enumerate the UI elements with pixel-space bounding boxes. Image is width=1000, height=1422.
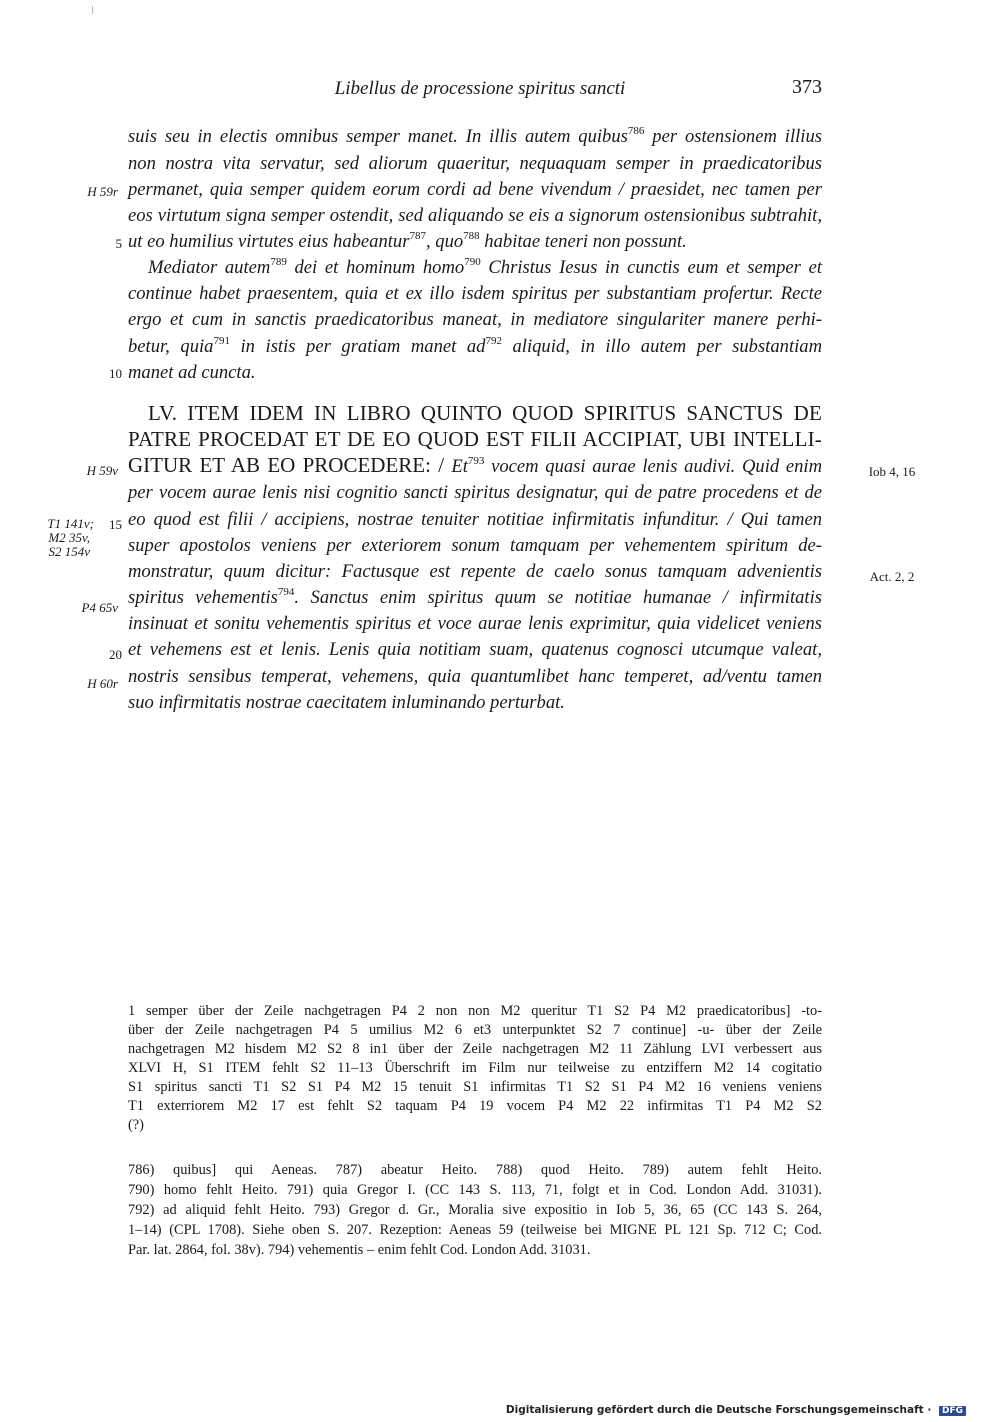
scan-mark bbox=[92, 6, 93, 14]
source-note-line: 790) homo fehlt Heito. 791) quia Gregor I. (CC 143 S. 113, 71, folgt et in Cod. London Add. 31031). bbox=[128, 1182, 822, 1198]
text-line bbox=[128, 281, 822, 307]
line-number: 5 bbox=[115, 236, 122, 251]
text-line bbox=[128, 585, 822, 613]
text-line bbox=[128, 480, 822, 506]
text-span: , quo bbox=[425, 231, 464, 252]
text-span: spiritus vehementis bbox=[128, 587, 278, 608]
text-line bbox=[128, 151, 822, 177]
text-span: Mediator autem bbox=[148, 257, 271, 278]
source-note-line: Par. lat. 2864, fol. 38v). 794) vehementis – enim fehlt Cod. London Add. 31031. bbox=[128, 1242, 591, 1258]
text-line bbox=[128, 400, 822, 426]
text-line bbox=[128, 611, 822, 637]
text-span: eos virtutum signa semper ostendit, sed aliquando se eis a signorum ostensionibus subtrahit, bbox=[128, 205, 822, 226]
apparatus-line: (?) bbox=[128, 1117, 144, 1133]
text-span: dei et hominum homo bbox=[286, 257, 465, 278]
text-span: Et bbox=[451, 456, 468, 477]
text-span: manet ad cuncta. bbox=[128, 362, 256, 383]
margin-siglum: M2 35v, bbox=[48, 530, 90, 545]
text-line bbox=[128, 255, 822, 283]
text-span: permanet, quia semper quidem eorum cordi ad bene vivendum / praesidet, nec tamen per bbox=[128, 179, 822, 200]
page-number: 373 bbox=[792, 76, 822, 98]
apparatus-line: S1 spiritus sancti T1 S2 S1 P4 M2 15 tenuit S1 infirmitas T1 S2 S1 P4 M2 16 veniens veniens bbox=[128, 1079, 822, 1095]
apparatus-line: 1 semper über der Zeile nachgetragen P4 2 non non M2 queritur T1 S2 P4 M2 praedicatoribus] -to- bbox=[128, 1003, 822, 1019]
footnote-ref: 794 bbox=[277, 586, 295, 598]
text-span: GITUR ET AB EO PROCEDERE: / bbox=[128, 453, 452, 477]
text-line bbox=[128, 507, 822, 533]
text-line bbox=[128, 203, 822, 229]
margin-siglum: S2 154v bbox=[48, 544, 90, 559]
footnote-ref: 793 bbox=[467, 455, 485, 467]
text-span: per vocem aurae lenis nisi cognitio sancti spiritus designatur, qui de patre procedens et de bbox=[128, 482, 822, 503]
margin-siglum: T1 141v; bbox=[47, 516, 94, 531]
text-span: insinuat et sonitu vehementis spiritus et voce aurae lenis exprimitur, quia videlicet veniens bbox=[128, 613, 822, 634]
dfg-logo: DFG bbox=[939, 1406, 966, 1416]
margin-siglum: H 59r bbox=[87, 184, 118, 199]
text-line bbox=[128, 307, 822, 333]
apparatus-line: nachgetragen M2 hisdem M2 S2 8 in1 über der Zeile nachgetragen M2 11 Zählung LVI verbessert aus bbox=[128, 1041, 822, 1057]
text-line bbox=[128, 559, 822, 585]
text-line bbox=[128, 426, 822, 452]
text-span: non nostra vita servatur, sed aliorum quaeritur, nequaquam semper in praedicatoribus bbox=[128, 153, 822, 174]
apparatus-line: über der Zeile nachgetragen P4 5 umilius M2 6 et3 unterpunktet S2 7 continue] -u- über der Zeile bbox=[128, 1022, 822, 1038]
credit-text: Digitalisierung gefördert durch die Deutsche Forschungsgemeinschaft bbox=[505, 1404, 924, 1416]
text-span: habitae teneri non possunt. bbox=[479, 231, 687, 252]
text-span: Christus Iesus in cunctis eum et semper et bbox=[480, 257, 822, 278]
text-span: vocem quasi aurae lenis audivi. Quid enim bbox=[484, 456, 822, 477]
text-line bbox=[128, 533, 822, 559]
text-span: ergo et cum in sanctis praedicatoribus maneat, in mediatore singulariter manere perhi- bbox=[128, 309, 822, 330]
text-line bbox=[128, 177, 822, 203]
text-span: eo quod est filii / accipiens, nostrae tenuiter notitiae infirmitatis infunditur. / Qui tamen bbox=[128, 509, 822, 530]
footnote-ref: 788 bbox=[463, 230, 480, 242]
source-note-line: 1–14) (CPL 1708). Siehe oben S. 207. Rezeption: Aeneas 59 (teilweise bei MIGNE PL 121 Sp. 712 C; Cod. bbox=[128, 1222, 822, 1238]
apparatus-line: T1 exterriorem M2 17 est fehlt S2 taquam P4 19 vocem P4 M2 22 infirmitas T1 P4 M2 S2 bbox=[128, 1098, 822, 1114]
critical-apparatus bbox=[128, 1002, 822, 1135]
text-span: et vehemens est et lenis. Lenis quia notitiam suam, quatenus cognosci utcumque valeat, bbox=[128, 639, 822, 660]
text-span: aliquid, in illo autem per substantiam bbox=[501, 336, 823, 357]
source-note-line: 792) ad aliquid fehlt Heito. 793) Gregor d. Gr., Moralia sive expositio in Iob 5, 36, 65 (CC 143 S. 264, bbox=[128, 1202, 822, 1218]
margin-siglum: H 60r bbox=[87, 676, 118, 691]
source-notes bbox=[128, 1160, 822, 1260]
margin-siglum: P4 65v bbox=[81, 600, 118, 615]
line-number: 10 bbox=[109, 366, 122, 381]
text-line bbox=[128, 124, 822, 152]
margin-reference: Iob 4, 16 bbox=[868, 464, 916, 479]
text-span: . Sanctus enim spiritus quum se notitiae humanae / infirmitatis bbox=[294, 587, 822, 608]
text-span: betur, quia bbox=[128, 336, 214, 357]
digitization-credit: Digitalisierung gefördert durch die Deutsche Forschungsgemeinschaft · DFG bbox=[506, 1404, 966, 1416]
footnote-ref: 789 bbox=[270, 256, 287, 268]
text-span: ut eo humilius virtutes eius habeantur bbox=[128, 231, 410, 252]
text-span: PATRE PROCEDAT ET DE EO QUOD EST FILII ACCIPIAT, UBI INTELLI- bbox=[128, 427, 822, 451]
text-span: in istis per gratiam manet ad bbox=[229, 336, 486, 357]
running-header-title: Libellus de processione spiritus sancti bbox=[334, 78, 626, 99]
footnote-ref: 787 bbox=[409, 230, 426, 242]
text-line bbox=[128, 334, 822, 362]
text-span: per ostensionem illius bbox=[644, 126, 822, 147]
text-line bbox=[128, 664, 822, 690]
margin-siglum: H 59v bbox=[86, 463, 118, 478]
text-line bbox=[128, 360, 822, 386]
text-span: suo infirmitatis nostrae caecitatem inluminando perturbat. bbox=[128, 692, 565, 713]
line-number: 20 bbox=[109, 647, 122, 662]
text-span: nostris sensibus temperat, vehemens, quia quantumlibet hanc temperet, ad/ventu tamen bbox=[128, 666, 822, 687]
footnote-ref: 790 bbox=[464, 256, 481, 268]
apparatus-line: XLVI H, S1 ITEM fehlt S2 11–13 Überschrift im Film nur teilweise zu entziffern M2 14 cogitatio bbox=[128, 1060, 822, 1076]
footnote-ref: 791 bbox=[213, 335, 230, 347]
text-span: LV. ITEM IDEM IN LIBRO QUINTO QUOD SPIRITUS SANCTUS DE bbox=[148, 401, 822, 425]
text-span: continue habet praesentem, quia et ex illo isdem spiritus per substantiam profertur. Recte bbox=[128, 283, 822, 304]
text-line bbox=[128, 690, 822, 716]
footnote-ref: 792 bbox=[485, 335, 502, 347]
text-line bbox=[128, 452, 822, 482]
footnote-ref: 786 bbox=[627, 125, 645, 137]
margin-reference: Act. 2, 2 bbox=[869, 569, 915, 584]
text-line bbox=[128, 229, 822, 257]
text-span: monstratur, quum dicitur: Factusque est repente de caelo sonus tamquam advenientis bbox=[128, 561, 822, 582]
text-span: super apostolos veniens per exteriorem sonum tamquam per vehementem spiritum de- bbox=[128, 535, 822, 556]
source-note-line: 786) quibus] qui Aeneas. 787) abeatur Heito. 788) quod Heito. 789) autem fehlt Heito. bbox=[128, 1162, 822, 1178]
text-line bbox=[128, 637, 822, 663]
text-span: suis seu in electis omnibus semper manet. In illis autem quibus bbox=[128, 126, 628, 147]
line-number: 15 bbox=[109, 517, 122, 532]
